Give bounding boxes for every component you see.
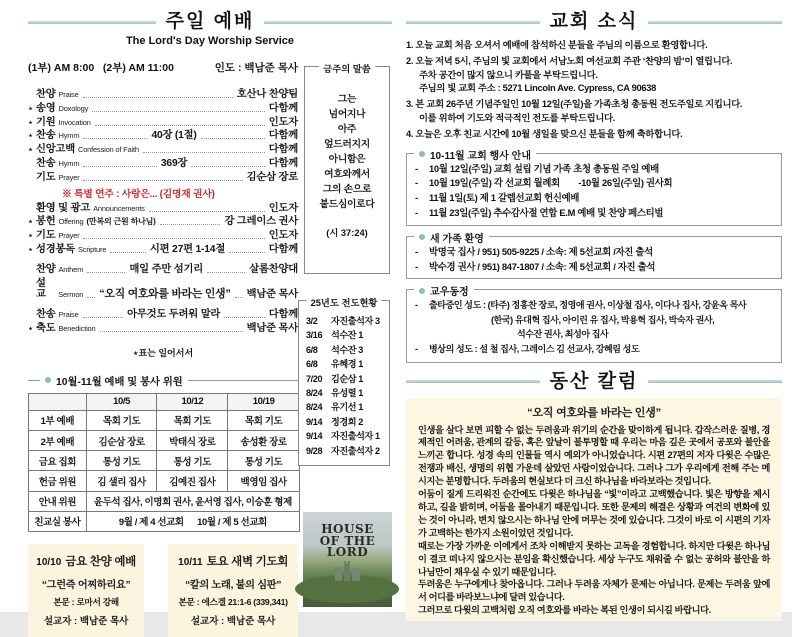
duty-row-label: 안내 위원 — [29, 491, 87, 511]
order-item-korean: 송영 — [36, 102, 56, 114]
list-item — [415, 245, 773, 260]
announcement-line: 3. 본 교회 26주년 기념주일인 10월 12일(주일)을 가족초청 총동원 전도주일로 지킵니다. — [406, 99, 743, 110]
pastor-column-box — [406, 398, 782, 622]
verse-line: 아주 — [337, 124, 357, 135]
evangelism-entry-text: 유기선 1 — [331, 402, 363, 413]
order-item-center: “오직 여호와를 바라는 인생” — [99, 287, 231, 300]
evangelism-entry-date: 6/8 — [306, 344, 318, 355]
saturday-service-quote: “칼의 노래, 불의 심판” — [185, 579, 282, 591]
evangelism-status-box — [298, 300, 390, 466]
member-news-text: (한국) 유대혁 집사, 아이린 유 집사, 박용혁 집사, 박숙자 권사, — [491, 314, 715, 325]
duty-row-label: 헌금 위원 — [29, 471, 87, 491]
pastor-column-paragraphs — [418, 424, 770, 618]
evangelism-entry — [306, 400, 387, 414]
column-paragraph: 어둠이 짙게 드리워진 순간에도 다윗은 하나님을 “빛”이라고 고백했습니다. 빛은 방향을 제시하고, 길을 밝히며, 어둠을 몰아내기 때문입니다. 또한 문제의 해결은 상황과 여건의 변화에 있는 것이 아니라, 변치 않으시는 하나님 안에 머무는 것에 있습니다. 그것이 바로 이 시편의 기자가 고백하는 한가지 소원이었던 것입니다. — [418, 489, 770, 538]
order-item-person: 강 그레이스 권사 — [224, 216, 298, 228]
table-row — [29, 451, 300, 471]
evangelism-entry-date: 9/14 — [306, 416, 323, 427]
table-row — [29, 410, 300, 430]
worship-order-row — [28, 203, 298, 214]
duty-row-cell: 송성환 장로 — [228, 430, 300, 450]
evangelism-entry — [306, 386, 387, 400]
order-item-person: 다함께 — [268, 102, 298, 114]
order-item-english: Hymm — [58, 158, 80, 168]
evangelism-entry-date: 8/24 — [306, 388, 323, 399]
standing-star-marker: ⋆ — [28, 131, 33, 141]
order-item-korean: 찬양 — [36, 263, 56, 275]
item-dash: - — [415, 177, 418, 189]
saturday-service-head — [172, 553, 294, 569]
evangelism-entry-date: 7/20 — [306, 373, 323, 384]
member-news-text: 석수잔 권사, 최성아 집사 — [517, 328, 609, 339]
worship-order-row — [28, 172, 298, 183]
dotted-leader — [92, 111, 265, 112]
order-item-korean: 찬송 — [36, 157, 56, 169]
poster-title-line3: LORD — [326, 545, 369, 559]
standing-star-marker: ⋆ — [28, 217, 33, 227]
duty-roster-table — [28, 393, 300, 532]
worship-order-row — [28, 144, 298, 155]
members-box-header — [414, 283, 474, 298]
service-times-row — [28, 60, 298, 75]
announcement-line: 4. 오늘은 오후 친교 시간에 10월 생일을 맞으신 분들을 함께 축하합니다. — [406, 128, 683, 139]
service-leader: 인도 : 백남준 목사 — [214, 62, 298, 74]
order-item-korean: 찬양 — [36, 89, 56, 100]
announcement-item — [406, 98, 782, 126]
order-item-person: 다함께 — [268, 243, 299, 255]
evangelism-entry — [306, 343, 387, 357]
dotted-leader — [83, 238, 264, 239]
evangelism-entry-date: 9/14 — [306, 431, 323, 442]
item-indent — [415, 327, 517, 341]
order-item-extra: (만복의 근원 하나님) — [86, 217, 156, 227]
title-line-right — [648, 380, 782, 383]
order-item-person: 김순삼 장로 — [246, 171, 298, 183]
order-item-center: 369장 — [160, 157, 188, 169]
list-item — [415, 176, 773, 191]
poster-title-line2: OF THE — [319, 533, 376, 548]
item-dash: - — [415, 300, 418, 311]
column-paragraph: 두려움은 누구에게나 찾아옵니다. 그러나 두려움 자체가 문제는 아닙니다. 문제는 두려움 앞에서 어디를 바라보느냐에 달려 있습니다. — [418, 579, 770, 603]
duty-row-label: 금요 집회 — [29, 451, 87, 471]
announcement-line: 2. 오늘 저녁 5시, 주님의 빛 교회에서 서남노회 여선교회 주관 ‘찬양의 밤’이 열립니다. — [406, 55, 733, 66]
member-news-text: 출타중인 성도 : (타주) 정홍찬 장로, 정영애 권사, 이상철 집사, 이다나 집사, 강윤옥 목사 — [429, 300, 747, 311]
order-item-english: Benediction — [58, 323, 96, 333]
worship-order-row — [28, 130, 298, 141]
worship-order-area — [28, 60, 298, 637]
standing-star-marker: ⋆ — [28, 145, 33, 155]
bullet-dot-icon — [419, 151, 425, 157]
castle-illustration — [303, 559, 392, 585]
worship-order-row — [28, 309, 298, 320]
worship-header — [28, 12, 392, 32]
item-dash: - — [415, 162, 418, 174]
order-item-english: Doxology — [58, 103, 89, 113]
evangelism-entry-text: 자진출석자 1 — [331, 431, 380, 442]
item-dash: - — [415, 260, 418, 272]
dotted-leader — [83, 317, 124, 318]
events-box-header — [414, 147, 536, 162]
duty-row-cell: 목회 기도 — [228, 410, 300, 430]
verse-line: 그의 손으로 — [322, 184, 372, 195]
standing-star-marker: ⋆ — [28, 244, 33, 254]
saturday-service-title: 토요 새벽 기도회 — [206, 555, 289, 568]
newcomers-box — [406, 233, 782, 280]
order-item-korean: 기도 — [36, 171, 56, 183]
order-item-english: Prayer — [58, 231, 80, 241]
item-indent — [415, 313, 491, 327]
evangelism-entry-date: 6/8 — [306, 359, 318, 370]
members-box-title: 교우동정 — [430, 287, 469, 299]
dotted-leader — [110, 252, 146, 253]
title-line-left — [406, 21, 540, 24]
table-row — [29, 430, 300, 450]
events-box-title: 10-11월 교회 행사 안내 — [430, 150, 531, 162]
verse-line: 여호와께서 — [324, 169, 370, 180]
dotted-leader — [229, 252, 265, 253]
order-item-korean: 기도 — [36, 230, 56, 242]
member-news-item — [415, 342, 773, 356]
order-item-english: Sermon — [58, 289, 84, 299]
friday-service-title: 금요 찬양 예배 — [65, 555, 136, 568]
order-item-english: Invocation — [58, 117, 91, 127]
worship-order-row — [28, 117, 298, 128]
evangelism-entry — [306, 328, 387, 342]
order-item-person: 인도자 — [268, 116, 298, 128]
duty-table-header-row — [29, 393, 300, 410]
dotted-leader — [207, 272, 245, 273]
worship-order-row — [28, 103, 298, 114]
duty-row-cell: 통성 기도 — [157, 451, 228, 471]
events-items — [415, 162, 773, 221]
evangelism-status-list — [306, 314, 387, 458]
order-item-center: 매일 주만 섬기리 — [129, 263, 203, 275]
evangelism-entry — [306, 314, 387, 328]
duty-row-cell: 백영임 집사 — [228, 471, 300, 491]
pastor-column-heading: “오직 여호와를 바라는 인생” — [527, 406, 661, 419]
duty-roster-header — [28, 373, 300, 388]
order-item-person: 백남준 목사 — [246, 322, 298, 334]
evangelism-entry — [306, 429, 387, 443]
worship-title: 주일 예배 — [165, 11, 255, 32]
duty-row-cell: 목회 기도 — [157, 410, 228, 430]
news-header — [406, 12, 782, 32]
news-title: 교회 소식 — [549, 11, 639, 32]
table-row — [29, 471, 300, 491]
events-box — [406, 150, 782, 226]
duty-row-cell: 박태식 장로 — [157, 430, 228, 450]
evangelism-entry-text: 석수잔 1 — [331, 330, 363, 341]
dotted-leader — [87, 297, 95, 298]
announcement-item — [406, 128, 782, 142]
evangelism-entry-text: 석수잔 3 — [331, 344, 363, 355]
table-row — [29, 511, 300, 531]
column-paragraph: 그러므로 다윗의 고백처럼 오직 여호와를 바라는 복된 인생이 되시길 바랍니다. — [418, 605, 711, 616]
newcomers-box-title: 새 가족 환영 — [430, 233, 484, 245]
newcomers-box-header — [414, 230, 489, 245]
list-item — [415, 162, 773, 177]
duty-row-span-cell: 9월 / 제 4 선교회 10월 / 제 5 선교회 — [86, 511, 299, 531]
order-item-korean: 설교 — [36, 277, 46, 300]
service-times: (1부) AM 8:00 (2부) AM 11:00 — [28, 62, 174, 74]
evangelism-entry-text: 김순삼 1 — [331, 373, 363, 384]
evangelism-entry-date: 3/2 — [306, 316, 318, 326]
friday-service-date: 10/10 — [36, 556, 62, 568]
order-item-korean: 신앙고백 — [36, 144, 75, 156]
evangelism-entry — [306, 415, 387, 429]
friday-service-scripture: 본문 : 로마서 강해 — [53, 596, 119, 607]
order-item-person: 인도자 — [268, 230, 298, 242]
order-item-english: Scripture — [78, 244, 107, 254]
bullet-dot-icon — [419, 288, 425, 294]
saturday-service-box — [168, 544, 298, 637]
announcement-line: 주차 공간이 많지 않으니 카풀을 부탁드립니다. — [419, 69, 598, 80]
evangelism-entry-text: 자진출석자 3 — [331, 316, 380, 326]
friday-service-head — [32, 553, 140, 569]
order-item-person: 인도자 — [268, 202, 298, 214]
poster-title-line1: HOUSE — [321, 522, 374, 536]
dotted-leader — [201, 138, 265, 139]
worship-order-row — [28, 264, 298, 275]
order-item-korean: 찬송 — [36, 308, 56, 320]
dotted-leader — [100, 331, 243, 332]
order-item-center: 40장 (1절) — [151, 130, 197, 142]
order-item-english: Praise — [58, 90, 79, 99]
member-news-line — [415, 313, 773, 327]
standing-note: ⋆표는 일어서서 — [132, 347, 194, 358]
standing-star-marker: ⋆ — [28, 323, 33, 333]
standing-star-marker: ⋆ — [28, 103, 33, 113]
order-item-person: 살롬찬양대 — [249, 263, 299, 275]
bullet-dot-icon — [419, 234, 425, 240]
announcement-line: 1. 오늘 교회 처음 오셔서 예배에 참석하신 분들을 주님의 이름으로 환영합니다. — [406, 40, 708, 50]
order-item-person: 다함께 — [268, 308, 299, 320]
evangelism-entry-date: 8/24 — [306, 402, 323, 413]
order-item-center: 시편 27편 1-14절 — [149, 243, 226, 255]
weekly-verse-box — [304, 66, 390, 274]
dotted-leader — [143, 152, 265, 153]
duty-row-cell: 통성 기도 — [228, 451, 300, 471]
worship-subtitle: The Lord's Day Worship Service — [125, 35, 295, 47]
duty-roster-section — [28, 373, 300, 532]
evangelism-entry-text: 자진출석자 2 — [331, 445, 380, 456]
item-text: 11월 23일(주일) 추수감사절 연합 E.M 예배 및 찬양 페스티벌 — [429, 206, 664, 218]
worship-order-row — [28, 230, 298, 241]
members-news-box — [406, 289, 782, 362]
order-item-korean: 봉헌 — [36, 216, 56, 228]
order-item-korean: 축도 — [36, 322, 56, 334]
worship-order-row — [28, 278, 298, 300]
duty-row-label: 친교실 봉사 — [29, 511, 87, 531]
duty-row-span-cell: 윤두석 집사, 이명희 권사, 윤서영 집사, 이승훈 형제 — [86, 491, 299, 511]
list-item — [415, 260, 773, 275]
item-text: 박수경 권사 / 951) 847-1807 / 소속: 제 5선교회 / 자진 출석 — [429, 260, 656, 272]
verse-line: 엎드러지지 — [324, 139, 370, 150]
order-item-english: Confession of Faith — [78, 145, 139, 155]
friday-service-preacher: 설교자 : 백남준 목사 — [43, 615, 129, 627]
announcements-list — [406, 39, 782, 142]
evangelism-entry-date: 3/16 — [306, 330, 323, 341]
friday-service-quote: “그런즉 어찌하리요” — [41, 579, 131, 591]
dotted-leader — [87, 272, 125, 273]
order-item-english: Hymm — [58, 131, 80, 141]
house-of-the-lord-poster — [303, 512, 392, 607]
duty-row-cell: 김예진 집사 — [157, 471, 228, 491]
member-news-line — [415, 342, 773, 356]
dotted-leader — [95, 125, 265, 126]
dotted-leader — [83, 180, 242, 181]
news-column — [406, 12, 782, 621]
order-item-english: Praise — [58, 309, 79, 319]
list-item — [415, 191, 773, 206]
member-news-line — [415, 327, 773, 341]
order-item-korean: 기원 — [36, 116, 56, 128]
dotted-leader — [224, 317, 265, 318]
duty-row-cell: 김 샐리 집사 — [86, 471, 157, 491]
announcement-item — [406, 39, 782, 53]
dotted-leader — [83, 97, 233, 98]
order-item-korean: 환영 및 광고 — [36, 202, 91, 214]
verse-line: 아니함은 — [328, 154, 366, 165]
table-row — [29, 491, 300, 511]
duty-roster-title: 10월-11월 예배 및 봉사 위원 — [56, 376, 183, 388]
order-item-person: 다함께 — [268, 157, 299, 169]
member-news-item — [415, 298, 773, 341]
column-section-title: 동산 칼럼 — [549, 370, 639, 392]
duty-table-header-cell — [29, 393, 87, 410]
verse-line: 그는 — [337, 94, 357, 105]
item-text: 10월 19일(주일) 각 선교회 월례회 -10월 26일(주일) 권사회 — [429, 177, 673, 189]
title-line-left — [406, 380, 540, 383]
dotted-leader — [83, 138, 147, 139]
legend-line-short — [28, 380, 40, 381]
title-line-right — [264, 21, 392, 24]
legend-line-long — [188, 380, 300, 381]
worship-order-row — [28, 89, 298, 100]
order-item-person: 다함께 — [268, 144, 298, 156]
order-item-person: 백남준 목사 — [246, 288, 298, 300]
announcement-item — [406, 55, 782, 96]
order-item-english: Offering — [58, 217, 84, 227]
worship-order-row — [28, 323, 298, 334]
duty-row-cell: 목회 기도 — [86, 410, 157, 430]
order-item-korean: 찬송 — [36, 130, 56, 142]
evangelism-entry — [306, 357, 387, 371]
title-line-left — [28, 21, 156, 24]
evangelism-entry — [306, 444, 387, 458]
order-item-person: 호산나 찬양팀 — [236, 89, 298, 100]
special-services-row — [28, 544, 298, 637]
bullet-dot-icon — [45, 377, 51, 383]
worship-order-row — [28, 216, 298, 227]
list-item — [415, 206, 773, 221]
item-dash: - — [415, 344, 418, 355]
worship-order-row — [28, 158, 298, 169]
dotted-leader — [83, 166, 157, 167]
evangelism-entry — [306, 372, 387, 386]
duty-row-cell: 통성 기도 — [86, 451, 157, 471]
members-items — [415, 298, 773, 356]
duty-table-header-cell: 10/12 — [157, 393, 228, 410]
saturday-service-scripture: 본문 : 에스겔 21:1-6 (339,341) — [178, 596, 288, 607]
standing-star-marker: ⋆ — [28, 231, 33, 241]
order-item-korean: 성경봉독 — [36, 243, 75, 255]
duty-row-cell: 김순삼 장로 — [86, 430, 157, 450]
column-section-header — [406, 372, 782, 392]
evangelism-entry-text: 정경희 2 — [331, 416, 363, 427]
dotted-leader — [149, 211, 265, 212]
standing-star-marker: ⋆ — [28, 117, 33, 127]
friday-service-box — [28, 544, 144, 637]
order-item-center: 아무것도 두려워 말라 — [127, 308, 221, 320]
order-item-person: 다함께 — [268, 130, 299, 142]
title-line-right — [648, 21, 782, 24]
item-dash: - — [415, 192, 418, 204]
announcement-line: 주님의 빛 교회 주소 : 5271 Lincoln Ave. Cypress, CA 90638 — [419, 83, 656, 94]
item-dash: - — [415, 206, 418, 218]
column-paragraph: 때로는 가장 가까운 이에게서 조차 이해받지 못하는 고독을 경험합니다. 하지만 다윗은 하나님이 결코 떠나지 않으시는 분임을 확신했습니다. 세상 누구도 채워줄 수 없는 공허와 불안을 하나님만이 채우실 수 있기 때문입니다. — [418, 540, 770, 577]
announcement-line: 이를 위하여 기도와 적극적인 전도를 부탁드립니다. — [419, 112, 615, 123]
worship-order-row — [28, 244, 298, 255]
saturday-service-preacher: 설교자 : 백남준 목사 — [190, 615, 276, 627]
verse-line: 붙드심이로다 — [319, 199, 375, 210]
poster-title — [320, 524, 376, 559]
dotted-leader — [191, 166, 265, 167]
verse-line: 넘어지나 — [328, 109, 366, 120]
duty-row-label: 2부 예배 — [29, 430, 87, 450]
special-music-note: ※ 특별 연주 : 사랑은... (김명재 권사) — [62, 188, 215, 200]
column-paragraph: 인생을 살다 보면 피할 수 없는 두려움과 위기의 순간을 맞이하게 됩니다. 갑작스러운 질병, 경제적인 어려움, 관계의 갈등, 혹은 앞날이 불투명할 때 우리는 마음 깊은 곳에서 공포와 불안을 느끼곤 합니다. 성경 속의 인물들 역시 예외가 아니었습니다. 시편 27편의 저자 다윗은 수많은 전쟁과 배신, 생명의 위협 가운데 살았던 사람이었습니다. 그러나 그가 우리에게 전해 주는 메시지는 분명합니다. 두려움의 현실보다 더 크신 하나님을 바라보라는 것입니다. — [418, 424, 770, 487]
dotted-leader — [160, 224, 221, 225]
newcomers-items — [415, 245, 773, 275]
duty-table-header-cell: 10/19 — [228, 393, 300, 410]
duty-table-header-cell: 10/5 — [86, 393, 157, 410]
duty-row-label: 1부 예배 — [29, 410, 87, 430]
item-text: 박명국 집사 / 951) 505-9225 / 소속: 제 5선교회 /자진 출석 — [429, 245, 653, 257]
evangelism-entry-text: 유혜경 1 — [331, 359, 363, 370]
evangelism-status-title: 25년도 전도현황 — [307, 295, 382, 309]
evangelism-entry-date: 9/28 — [306, 445, 323, 456]
order-item-english: Prayer — [58, 172, 80, 182]
weekly-verse-lines — [305, 92, 389, 212]
dotted-leader — [235, 297, 243, 298]
evangelism-entry-text: 유성렬 1 — [331, 388, 363, 399]
duty-roster-tbody — [29, 393, 300, 531]
member-news-line — [415, 298, 773, 312]
weekly-verse-title: 금주의 말씀 — [319, 61, 375, 75]
worship-order-list — [28, 89, 298, 334]
weekly-verse-reference: (시 37:24) — [326, 228, 368, 238]
item-text: 10월 12일(주일) 교회 설립 기념 가족 초청 총동원 주일 예배 — [429, 162, 659, 174]
member-news-text: 병상의 성도 : 설 철 집사, 그레이스 김 선교사, 강혜림 성도 — [429, 344, 640, 355]
item-text: 11월 1일(토) 제 1 갈렙선교회 헌신예배 — [429, 192, 580, 204]
order-item-english: Announcements — [93, 203, 145, 213]
saturday-service-date: 10/11 — [178, 556, 203, 568]
item-dash: - — [415, 245, 418, 257]
order-item-english: Anthem — [58, 264, 84, 274]
